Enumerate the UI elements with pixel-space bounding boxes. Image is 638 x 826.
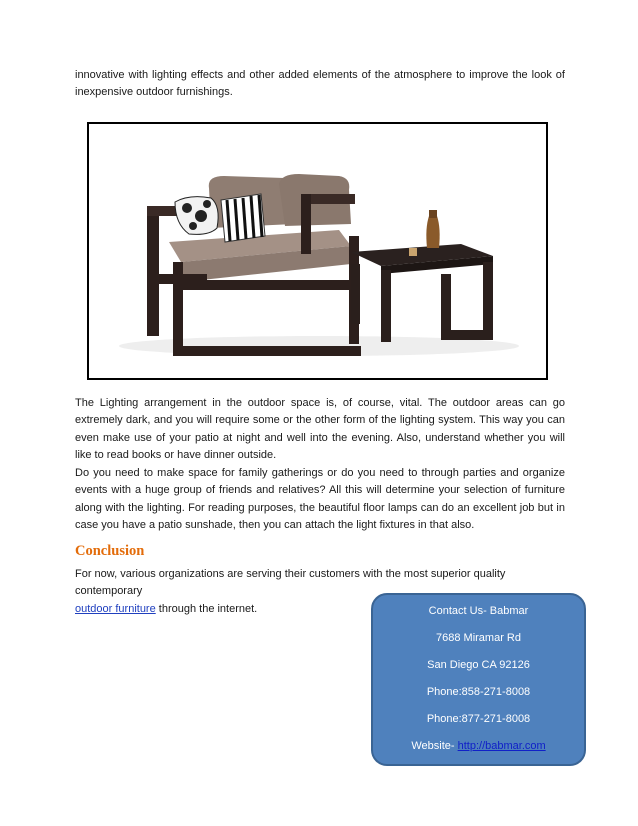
website-link[interactable]: http://babmar.com xyxy=(457,740,546,752)
contact-title: Contact Us- Babmar xyxy=(428,605,529,617)
outdoor-furniture-link[interactable]: outdoor furniture xyxy=(75,602,156,615)
space-paragraph: Do you need to make space for family gatherings or do you need to through parties and organize events with a huge group of friends and relatives? All this will determine your selection of furniture along with the lighting. For reading purposes, the beautiful floor lamps can do an excellent job but in case you have a patio sunshade, then you can attach the light fixtures in that also. xyxy=(75,467,565,531)
conclusion-heading: Conclusion xyxy=(75,543,145,559)
website-label: Website- xyxy=(411,740,458,752)
contact-phone-2: Phone:877-271-8008 xyxy=(426,713,531,725)
intro-paragraph: innovative with lighting effects and other added elements of the atmosphere to improve the look of inexpensive outdoor furnishings. xyxy=(75,69,565,99)
conclusion-text-end: through the internet. xyxy=(155,602,258,615)
outdoor-furniture-image xyxy=(87,122,548,380)
contact-city: San Diego CA 92126 xyxy=(427,659,530,671)
contact-box xyxy=(371,593,586,766)
contact-address: 7688 Miramar Rd xyxy=(436,632,521,644)
conclusion-text: For now, various organizations are serving their customers with the most superior quality contemporary xyxy=(75,568,506,598)
lighting-paragraph: The Lighting arrangement in the outdoor space is, of course, vital. The outdoor areas can go extremely dark, and you will require some or the other form of the lighting system. This way you can even make use of your patio at night and well into the evening. Also, understand whether you will like to read books or have dinner outside. xyxy=(75,397,565,461)
contact-website xyxy=(373,740,584,752)
contact-phone-1: Phone:858-271-8008 xyxy=(426,686,531,698)
